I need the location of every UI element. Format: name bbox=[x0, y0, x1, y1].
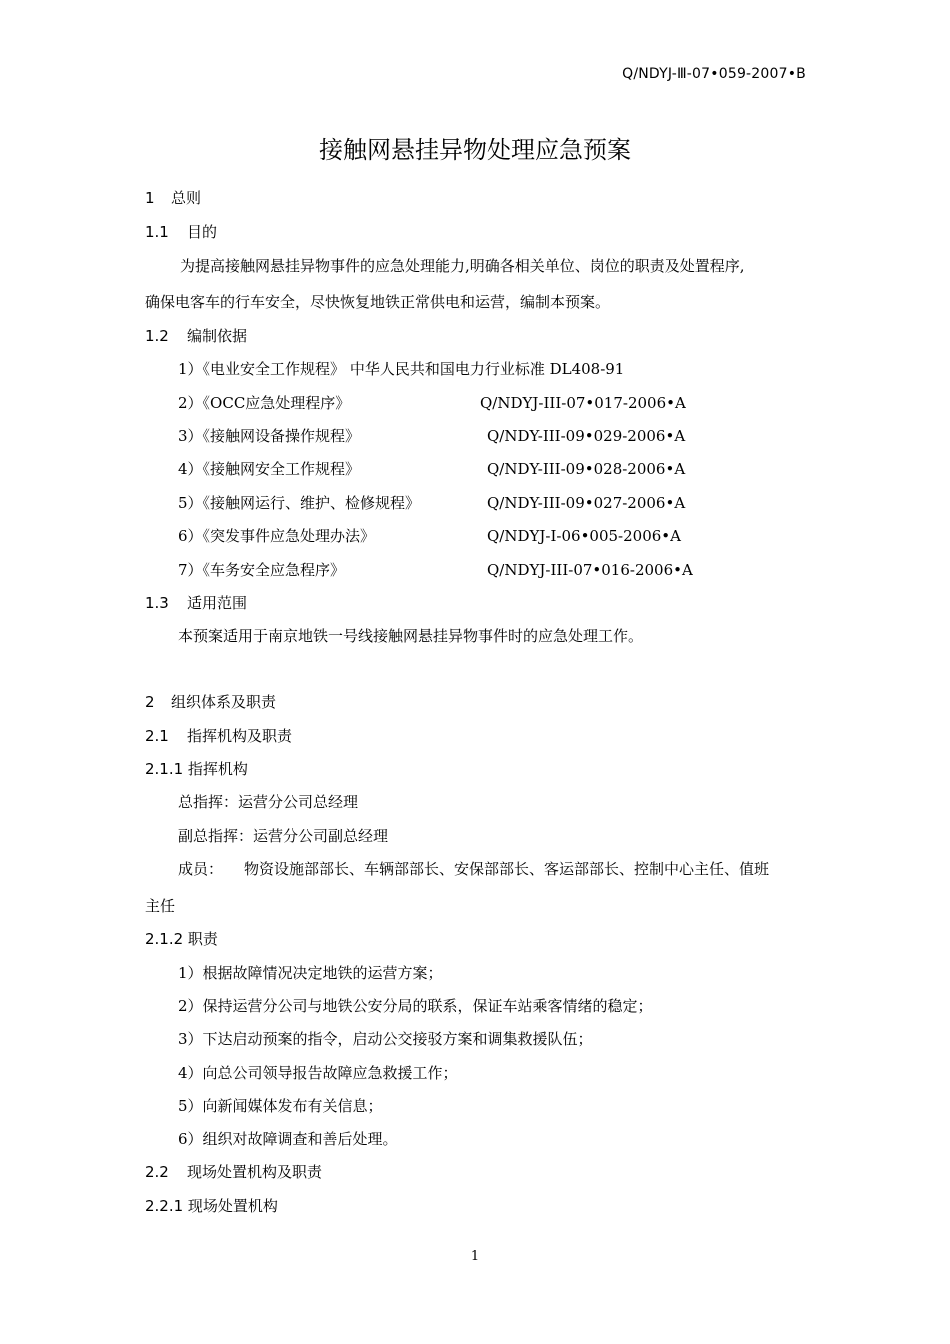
section-number: 1.1 bbox=[145, 223, 169, 241]
members-line-2: 主任 bbox=[145, 897, 176, 915]
duty-item: 1）根据故障情况决定地铁的运营方案； bbox=[178, 964, 443, 982]
duty-item: 4）向总公司领导报告故障应急救援工作； bbox=[178, 1064, 458, 1082]
reference-code: Q/NDYJ-Ⅰ-06•005-2006•A bbox=[487, 527, 681, 545]
section-title: 指挥机构及职责 bbox=[187, 727, 293, 745]
reference-code: Q/NDY-III-09•029-2006•A bbox=[487, 427, 686, 445]
section-number: 1 bbox=[145, 189, 155, 207]
reference-label: 5）《接触网运行、维护、检修规程》 bbox=[178, 494, 421, 512]
reference-item bbox=[178, 359, 624, 379]
members-list: 物资设施部部长、车辆部部长、安保部部长、客运部部长、控制中心主任、值班 bbox=[244, 860, 770, 878]
reference-label: 4）《接触网安全工作规程》 bbox=[178, 460, 361, 478]
reference-item bbox=[178, 560, 738, 580]
reference-item bbox=[178, 426, 738, 446]
reference-label: 1）《电业安全工作规程》 中华人民共和国电力行业标准 DL408-91 bbox=[178, 360, 625, 378]
scope-paragraph: 本预案适用于南京地铁一号线接触网悬挂异物事件时的应急处理工作。 bbox=[178, 627, 644, 645]
reference-code: Q/NDYJ-III-07•017-2006•A bbox=[480, 394, 686, 412]
document-title: 接触网悬挂异物处理应急预案 bbox=[319, 136, 631, 164]
reference-code: Q/NDY-III-09•028-2006•A bbox=[487, 460, 686, 478]
section-number: 2.1 bbox=[145, 727, 169, 745]
members-line-1 bbox=[178, 859, 770, 879]
section-title: 现场处置机构及职责 bbox=[187, 1163, 323, 1181]
duty-item: 2）保持运营分公司与地铁公安分局的联系，保证车站乘客情绪的稳定； bbox=[178, 997, 653, 1015]
reference-item bbox=[178, 526, 738, 546]
reference-label: 3）《接触网设备操作规程》 bbox=[178, 427, 361, 445]
section-1-3-heading bbox=[145, 593, 247, 613]
section-number: 2 bbox=[145, 693, 155, 711]
subsection-2-2-1: 2.2.1 现场处置机构 bbox=[145, 1197, 278, 1215]
section-title: 目的 bbox=[187, 223, 218, 241]
purpose-paragraph-line-2: 确保电客车的行车安全，尽快恢复地铁正常供电和运营，编制本预案。 bbox=[145, 293, 611, 311]
reference-label: 6）《突发事件应急处理办法》 bbox=[178, 527, 376, 545]
duty-item: 6）组织对故障调查和善后处理。 bbox=[178, 1130, 398, 1148]
section-title: 总则 bbox=[171, 189, 202, 207]
section-number: 1.2 bbox=[145, 327, 169, 345]
section-1-1-heading bbox=[145, 222, 217, 242]
reference-item bbox=[178, 393, 738, 413]
section-2-1-heading bbox=[145, 726, 292, 746]
reference-item bbox=[178, 459, 738, 479]
section-number: 1.3 bbox=[145, 594, 169, 612]
reference-code: Q/NDYJ-III-07•016-2006•A bbox=[487, 561, 693, 579]
reference-item bbox=[178, 493, 738, 513]
purpose-paragraph-line-1: 为提高接触网悬挂异物事件的应急处理能力,明确各相关单位、岗位的职责及处置程序, bbox=[180, 257, 745, 275]
section-2-2-heading bbox=[145, 1162, 322, 1182]
members-label: 成员： bbox=[178, 860, 224, 878]
subsection-2-1-1: 2.1.1 指挥机构 bbox=[145, 760, 248, 778]
section-1-2-heading bbox=[145, 326, 247, 346]
section-title: 适用范围 bbox=[187, 594, 248, 612]
document-number: Q/NDYJ-Ⅲ-07•059-2007•B bbox=[622, 66, 806, 82]
deputy-commander: 副总指挥：运营分公司副总经理 bbox=[178, 827, 389, 845]
duty-item: 3）下达启动预案的指令，启动公交接驳方案和调集救援队伍； bbox=[178, 1030, 593, 1048]
subsection-2-1-2: 2.1.2 职责 bbox=[145, 930, 218, 948]
section-2-heading bbox=[145, 692, 276, 712]
section-number: 2.2 bbox=[145, 1163, 169, 1181]
section-title: 编制依据 bbox=[187, 327, 248, 345]
reference-code: Q/NDY-III-09•027-2006•A bbox=[487, 494, 686, 512]
duty-item: 5）向新闻媒体发布有关信息； bbox=[178, 1097, 383, 1115]
section-title: 组织体系及职责 bbox=[171, 693, 277, 711]
section-1-heading bbox=[145, 188, 201, 208]
page-number: 1 bbox=[470, 1249, 480, 1264]
reference-label: 2）《OCC应急处理程序》 bbox=[178, 394, 351, 412]
reference-label: 7）《车务安全应急程序》 bbox=[178, 561, 346, 579]
chief-commander: 总指挥：运营分公司总经理 bbox=[178, 793, 359, 811]
